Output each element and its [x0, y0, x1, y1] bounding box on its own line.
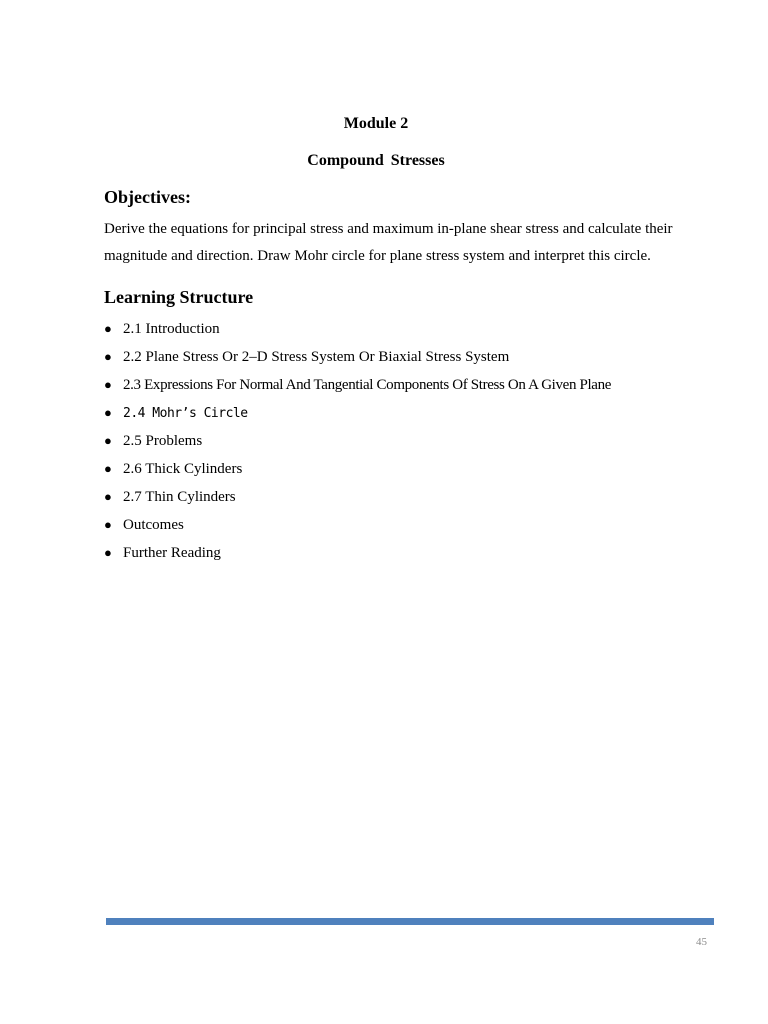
list-item [104, 484, 611, 512]
list-item [104, 372, 611, 400]
footer-divider [106, 918, 714, 925]
bullet-icon: ● [104, 349, 112, 364]
page-number: 45 [696, 936, 707, 948]
bullet-icon: ● [104, 405, 112, 420]
bullet-icon: ● [104, 461, 112, 476]
list-item [104, 540, 611, 568]
module-subtitle: Compound Stresses [307, 152, 445, 169]
learning-structure-list [104, 316, 611, 568]
list-item-text: Further Reading [123, 545, 221, 561]
list-item-text: 2.6 Thick Cylinders [123, 461, 243, 477]
list-item-text: 2.3 Expressions For Normal And Tangential Components Of Stress On A Given Plane [123, 377, 612, 393]
list-item-text: 2.1 Introduction [123, 321, 220, 337]
list-item-text: Outcomes [123, 517, 184, 533]
list-item [104, 344, 611, 372]
list-item [104, 400, 611, 428]
list-item-text: 2.2 Plane Stress Or 2–D Stress System Or Biaxial Stress System [123, 349, 510, 365]
list-item [104, 456, 611, 484]
list-item-text: 2.4 Mohr’s Circle [123, 406, 248, 421]
list-item-text: 2.5 Problems [123, 433, 203, 449]
learning-structure-heading: Learning Structure [104, 287, 254, 307]
bullet-icon: ● [104, 517, 112, 532]
list-item [104, 316, 611, 344]
bullet-icon: ● [104, 545, 112, 560]
list-item [104, 512, 611, 540]
list-item-text: 2.7 Thin Cylinders [123, 489, 236, 505]
bullet-icon: ● [104, 433, 112, 448]
list-item [104, 428, 611, 456]
bullet-icon: ● [104, 489, 112, 504]
bullet-icon: ● [104, 377, 112, 392]
bullet-icon: ● [104, 321, 112, 336]
objectives-paragraph: Derive the equations for principal stress and maximum in-plane shear stress and calculate their magnitude and direction. Draw Mohr circle for plane stress system and interpret this circle. [104, 221, 673, 264]
objectives-heading: Objectives: [104, 187, 191, 207]
module-title: Module 2 [343, 115, 409, 132]
